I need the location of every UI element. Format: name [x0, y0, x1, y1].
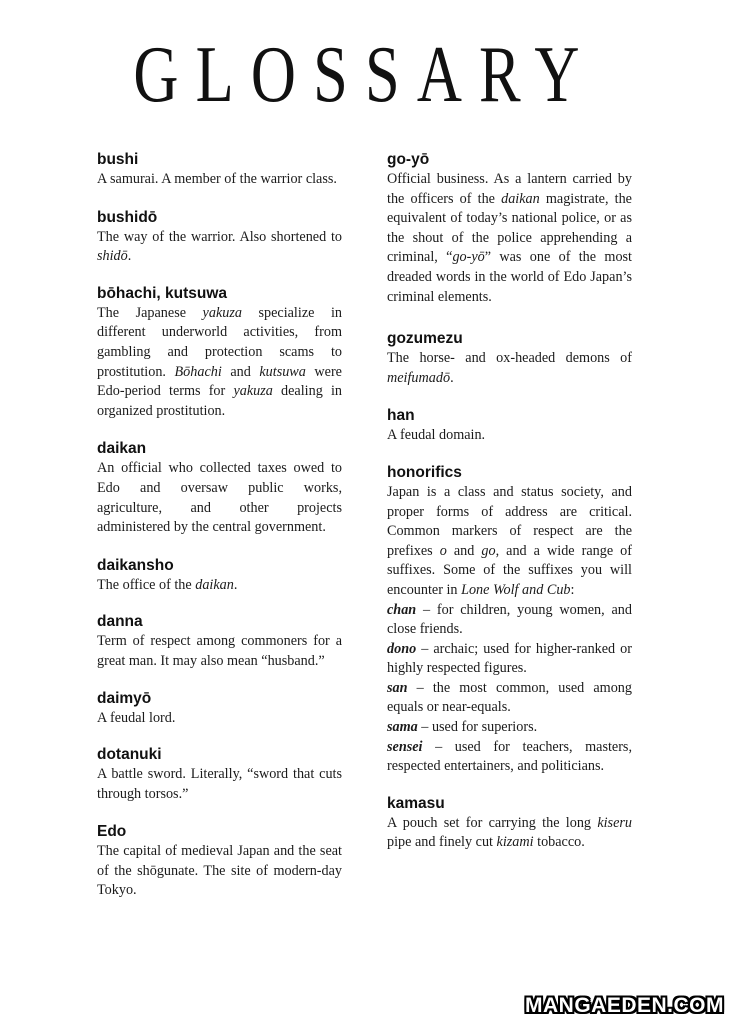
glossary-entry	[97, 208, 342, 267]
glossary-definition: A feudal domain.	[387, 427, 486, 444]
glossary-entry	[97, 150, 342, 190]
glossary-definition: An official who collected taxes owed to Edo and oversaw public works, agriculture, and other projects administered by the central government.	[97, 460, 342, 536]
glossary-entry	[387, 463, 632, 777]
glossary-entry	[97, 612, 342, 671]
glossary-term: danna	[97, 613, 143, 631]
glossary-term: kamasu	[387, 794, 445, 812]
glossary-term: daikansho	[97, 556, 174, 574]
glossary-entry	[387, 794, 632, 853]
glossary-definition: A pouch set for carrying the long kiseru pipe and finely cut kizami tobacco.	[387, 814, 632, 851]
glossary-definition: A battle sword. Literally, “sword that cuts through torsos.”	[97, 766, 342, 802]
page-title: GLOSSARY	[133, 31, 597, 119]
glossary-entry	[387, 150, 632, 307]
glossary-entry	[97, 822, 342, 901]
glossary-definition: The way of the warrior. Also shortened to shidō.	[97, 228, 342, 265]
glossary-term: dotanuki	[97, 746, 162, 764]
glossary-definition: Japan is a class and status society, and proper forms of address are critical. Common markers of respect are the prefixes o and go, and a wide range of suffixes. Some of the suffixes you will encounter in Lone Wolf and Cub: chan – for children, young women, and close friends. dono – archaic; used for higher-ranked or highly respected figures. san – the most common, used among equals or near-equals. sama – used for superiors. sensei – used for teachers, masters, respected entertainers, and politicians.	[387, 483, 632, 775]
glossary-term: Edo	[97, 823, 127, 841]
glossary-term: go-yō	[387, 151, 430, 168]
glossary-definition: The capital of medieval Japan and the seat of the shōgunate. The site of modern-day Tokyo.	[97, 843, 342, 899]
glossary-term: daikan	[97, 440, 147, 458]
glossary-term: daimyō	[97, 689, 152, 707]
glossary-term: han	[387, 407, 415, 425]
glossary-entry	[97, 284, 342, 422]
glossary-term: bushidō	[97, 208, 158, 226]
glossary-entry	[97, 689, 342, 729]
glossary-term: honorifics	[387, 463, 462, 481]
glossary-entry	[387, 329, 632, 388]
glossary-entry	[97, 439, 342, 537]
glossary-entry	[97, 556, 342, 596]
glossary-term: bōhachi, kutsuwa	[97, 284, 228, 302]
watermark: MANGAEDEN.COM	[525, 994, 724, 1017]
glossary-column-left	[97, 150, 342, 901]
glossary-definition: A feudal lord.	[97, 709, 176, 726]
glossary-definition: The Japanese yakuza specialize in different underworld activities, from gambling and protection scams to prostitution. Bōhachi and kutsuwa were Edo-period terms for yakuza dealing in organized prostitution.	[97, 304, 343, 419]
glossary-definition: Official business. As a lantern carried by the officers of the daikan magistrate, the equivalent of today’s national police, or as the shout of the police apprehending a criminal, “go-yō” was one of the most dreaded words in the world of Edo Japan’s criminal elements.	[387, 171, 632, 305]
glossary-definition: Term of respect among commoners for a great man. It may also mean “husband.”	[97, 633, 342, 669]
glossary-definition: The office of the daikan.	[97, 576, 238, 593]
glossary-entry	[387, 406, 632, 446]
glossary-entry	[97, 745, 342, 804]
glossary-term: bushi	[97, 151, 139, 168]
glossary-definition: A samurai. A member of the warrior class.	[97, 171, 337, 187]
glossary-definition: The horse- and ox-headed demons of meifumadō.	[387, 350, 632, 386]
glossary-column-right	[387, 150, 632, 853]
glossary-term: gozumezu	[387, 330, 463, 348]
